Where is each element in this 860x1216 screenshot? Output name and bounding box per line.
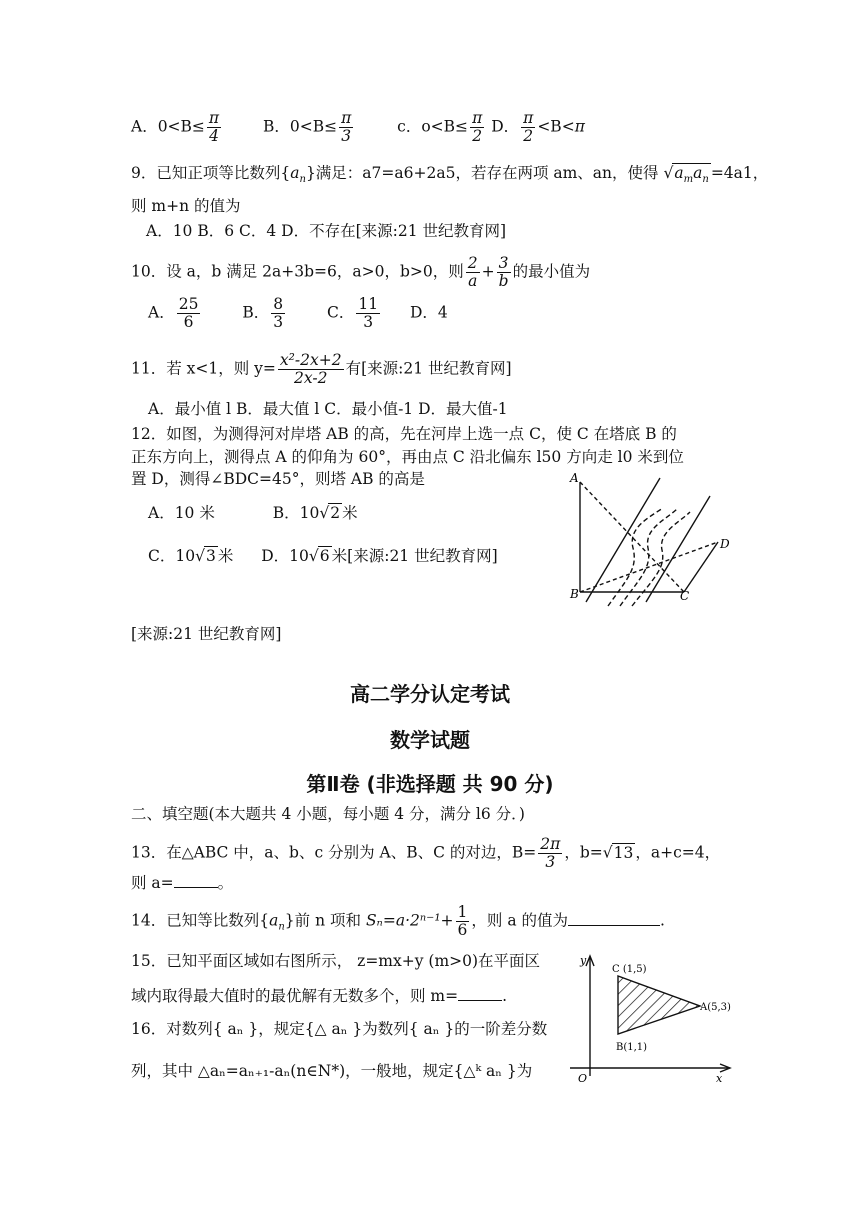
question-16-line1: 16．对数列{ aₙ }，规定{△ aₙ }为数列{ aₙ }的一阶差分数 <box>131 1020 548 1038</box>
point-b-label: B(1,1) <box>616 1042 648 1053</box>
question-12-options-ab: A．10 米 B．10√2 米 <box>148 504 358 522</box>
point-a-label: A(5,3) <box>700 1002 731 1013</box>
question-15-line2: 域内取得最大值时的最优解有无数多个，则 m= . <box>131 987 508 1005</box>
exam-title: 高二学分认定考试 <box>350 682 510 706</box>
answer-blank-15[interactable] <box>458 986 502 1001</box>
question-13-stem: 13．在△ABC 中，a、b、c 分别为 A、B、C 的对边，B= $\frac{2\pi}{3}$ ，b=√13 ，a+c=4， <box>131 835 721 872</box>
question-9-line2: 则 m+n 的值为 <box>131 197 241 215</box>
fraction: $\frac{\pi}{2}$ <box>472 109 483 146</box>
fraction: $\frac{\pi}{4}$ <box>208 109 220 146</box>
answer-blank-14[interactable] <box>568 911 660 926</box>
question-12-line2: 正东方向上，测得点 A 的仰角为 60°，再由点 C 沿北偏东 l50 方向走 l0 米到位 <box>131 448 684 466</box>
question-13-line2: 则 a= 。 <box>131 874 234 892</box>
question-11-stem: 11．若 x<1，则 y= $\frac{\text{x²-2x+2}}{2x-2}$ 有[来源:21 世纪教育网] <box>131 351 512 388</box>
feasible-region-figure <box>560 950 750 1098</box>
fig-label-c: C <box>680 589 690 603</box>
sqrt-expression: $√a_ma_n$ <box>663 164 709 186</box>
question-14-stem: 14．已知等比数列$\{a_n\}$前 n 项和 Sₙ=a·2ⁿ⁻¹+ $\frac{1}{6}$ ，则 a 的值为 . <box>131 903 665 940</box>
line-ac <box>580 482 684 592</box>
question-12-options-cd: C．10√3 米 D．10√6 米[来源:21 世纪教育网] <box>148 547 498 565</box>
y-axis-label: y <box>580 954 587 967</box>
section-2-heading: 二、填空题(本大题共 4 小题，每小题 4 分，满分 l6 分．) <box>131 805 525 823</box>
fig-label-a: A <box>570 471 579 485</box>
part-title: 第Ⅱ卷 (非选择题 共 90 分) <box>306 772 554 796</box>
question-9-stem: 9．已知正项等比数列$\{a_n\}$满足：a7=a6+2a5，若存在两项 am、an，使得 $√a_ma_n =4a1$， <box>131 164 769 186</box>
question-10-stem: 10．设 a，b 满足 2a+3b=6，a>0，b>0，则 $\frac{2}{a}$ + $\frac{3}{b}$ 的最小值为 <box>131 254 591 291</box>
fig-label-d: D <box>720 537 730 551</box>
subject-title: 数学试题 <box>390 728 470 752</box>
question-16-line2: 列，其中 △aₙ=aₙ₊₁-aₙ(n∈N*)，一般地，规定{△ᵏ aₙ }为 <box>131 1062 533 1080</box>
feasible-region <box>618 976 700 1034</box>
question-12-line1: 12．如图，为测得河对岸塔 AB 的高，先在河岸上选一点 C，使 C 在塔底 B 的 <box>131 425 677 443</box>
point-c-label: C (1,5) <box>612 964 647 975</box>
question-12-line3: 置 D，测得∠BDC=45°，则塔 AB 的高是 <box>131 470 425 488</box>
line-cd <box>684 542 718 592</box>
question-15-line1: 15．已知平面区域如右图所示， z=mx+y (m>0)在平面区 <box>131 952 541 970</box>
q8-options: A．0<B≤ $\frac{\pi}{4}$ B．0<B≤ $\frac{\pi}{3}$ c．o<B≤ $\frac{\pi}{2}$ D． $\frac{\pi}{2}$ <B<π <box>131 109 585 146</box>
fraction: $\frac{\pi}{3}$ <box>341 109 352 146</box>
source-note: [来源:21 世纪教育网] <box>131 625 282 643</box>
x-axis-label: x <box>716 1072 723 1085</box>
question-11-options: A．最小值 l B．最大值 l C．最小值-1 D．最大值-1 <box>148 400 508 418</box>
answer-blank-13[interactable] <box>174 873 218 888</box>
river-bank-1 <box>586 478 660 602</box>
fraction: $\frac{\pi}{2}$ <box>523 109 534 146</box>
fig-label-b: B <box>570 587 579 601</box>
question-9-options: A．10 B．6 C．4 D．不存在[来源:21 世纪教育网] <box>146 222 507 240</box>
tower-river-figure <box>568 468 740 610</box>
question-10-options: A． $\frac{25}{6}$ B． $\frac{8}{3}$ C． $\frac{11}{3}$ D．4 <box>148 295 448 332</box>
origin-label: O <box>578 1072 588 1085</box>
